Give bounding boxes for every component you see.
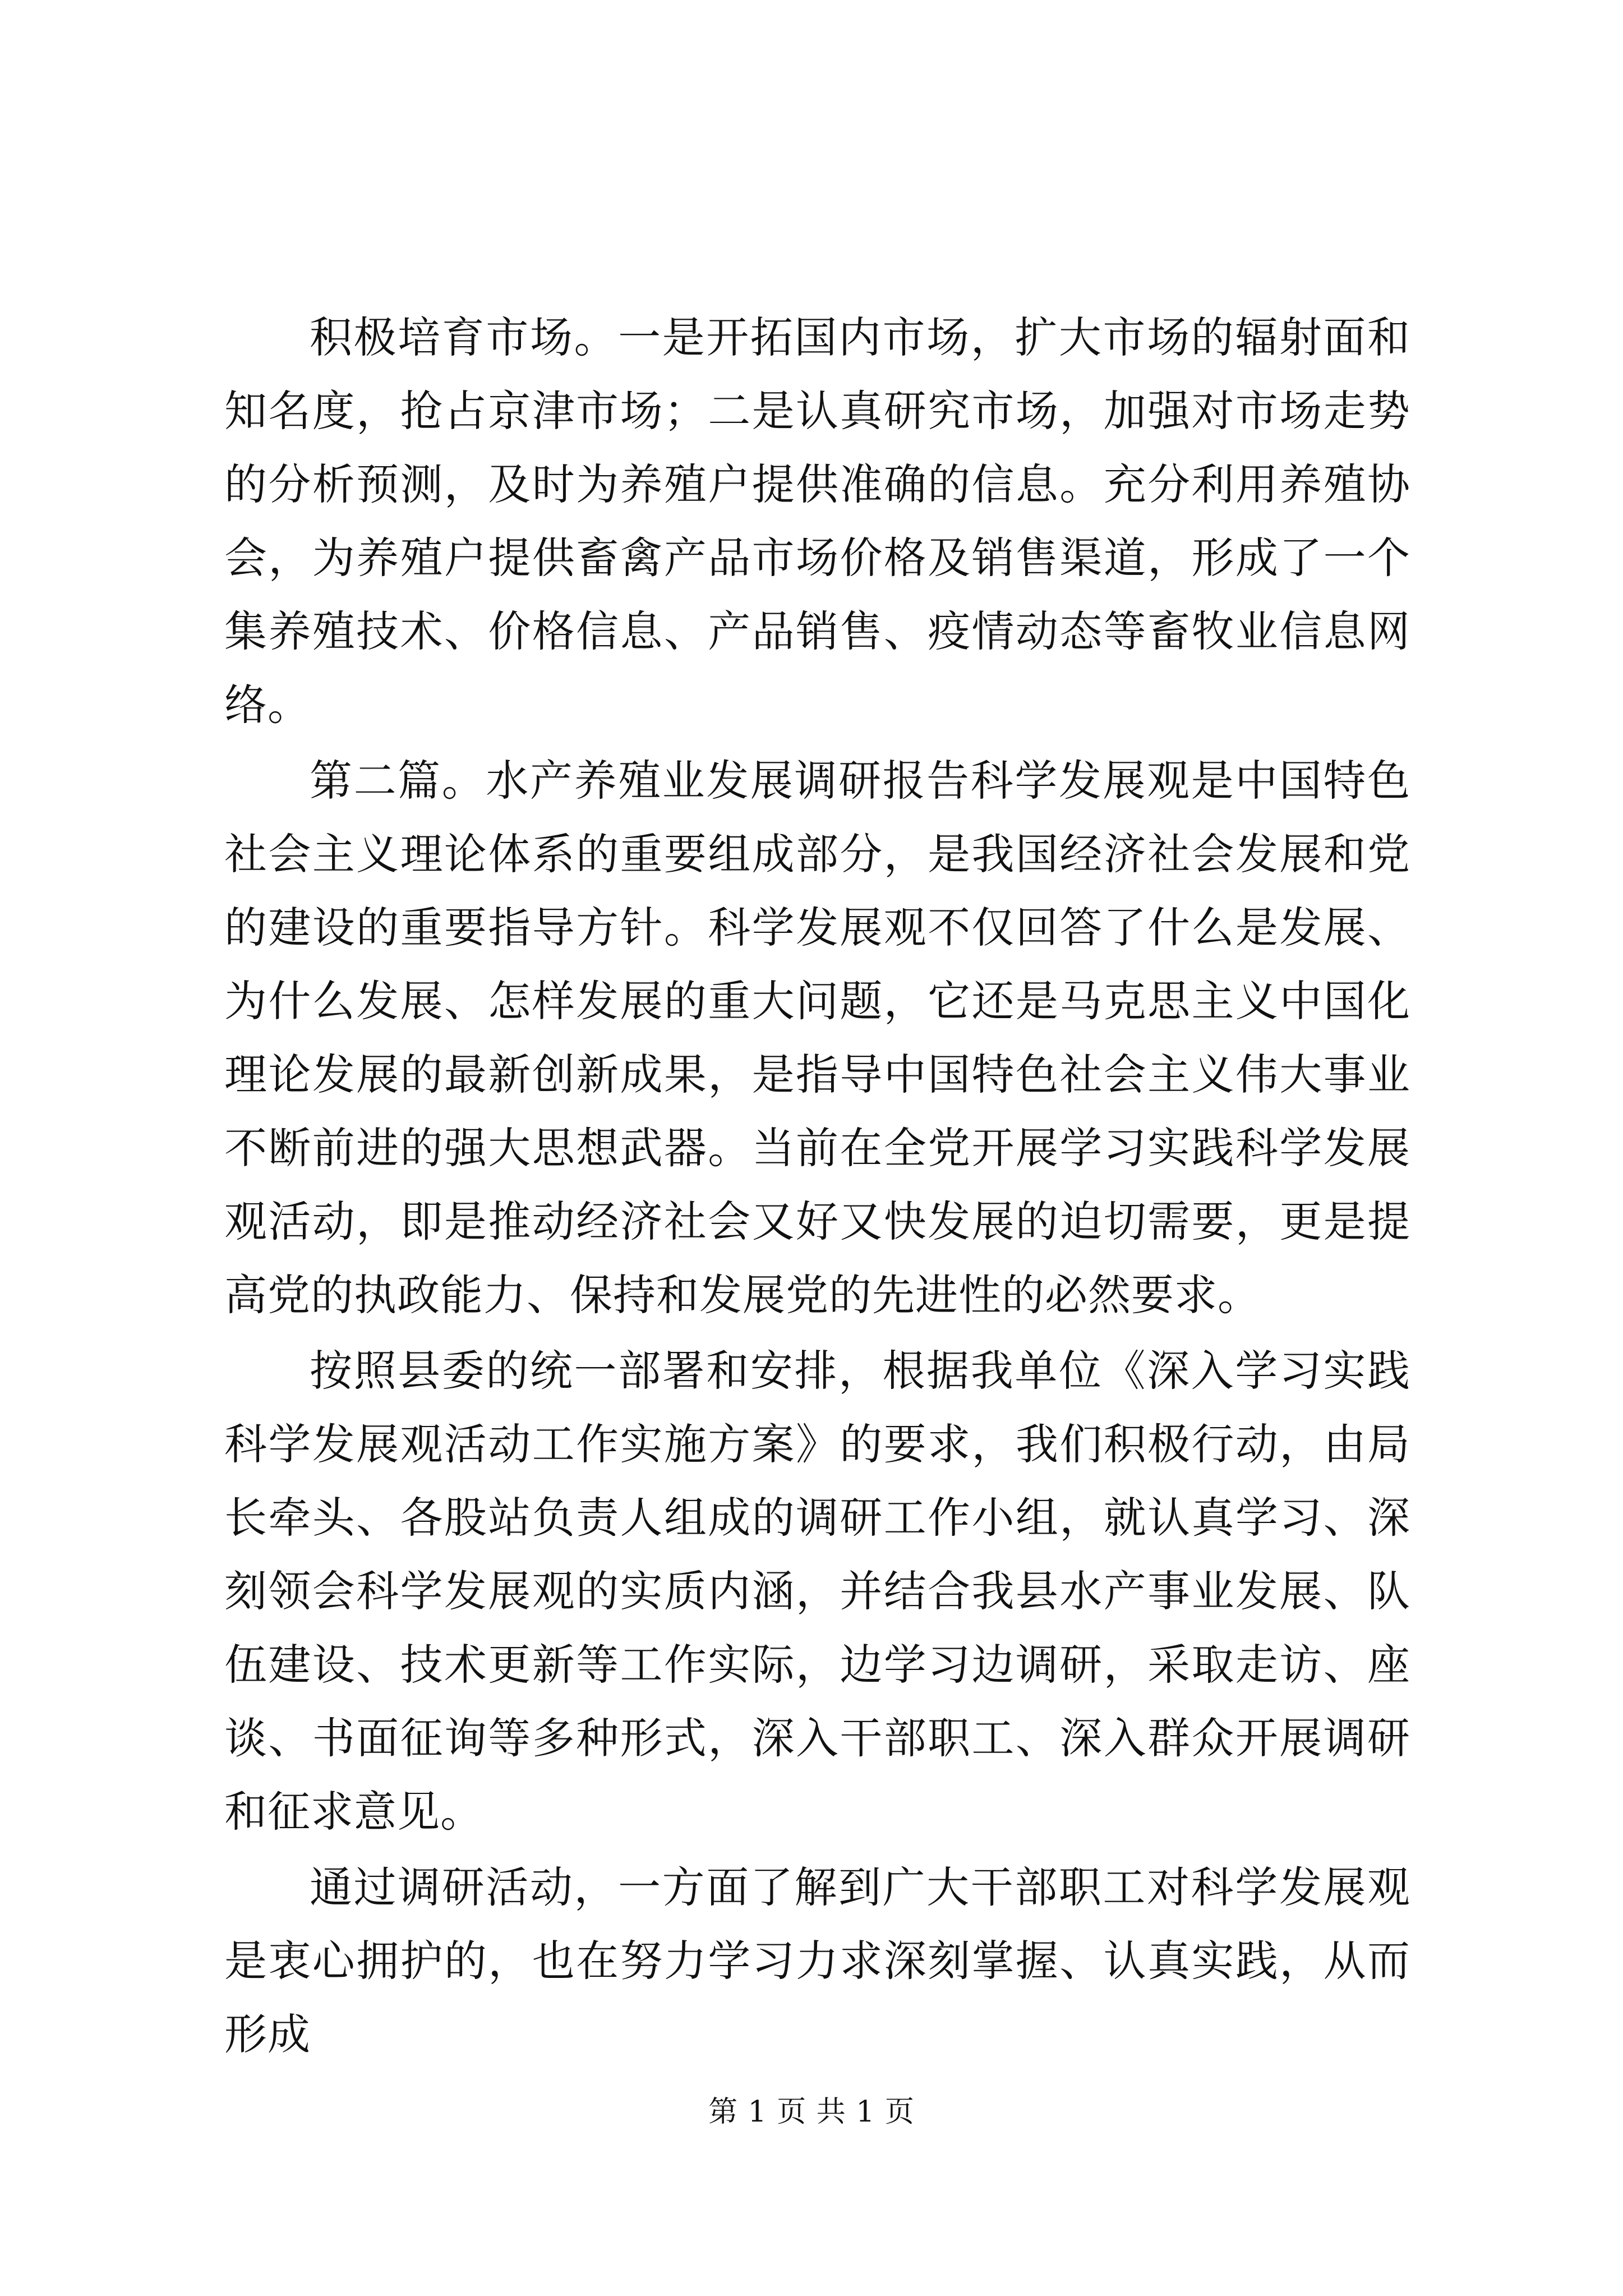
document-body xyxy=(224,301,1410,2071)
paragraph-market: 积极培育市场。一是开拓国内市场，扩大市场的辐射面和知名度，抢占京津市场；二是认真研究市场，加强对市场走势的分析预测，及时为养殖户提供准确的信息。充分利用养殖协会，为养殖户提供畜禽产品市场价格及销售渠道，形成了一个集养殖技术、价格信息、产品销售、疫情动态等畜牧业信息网络。 xyxy=(224,312,1410,730)
paragraph-research-activity: 通过调研活动，一方面了解到广大干部职工对科学发展观是衷心拥护的，也在努力学习力求深刻掌握、认真实践，从而形成 xyxy=(224,1862,1410,2059)
paragraph-second-article: 第二篇。水产养殖业发展调研报告科学发展观是中国特色社会主义理论体系的重要组成部分，是我国经济社会发展和党的建设的重要指导方针。科学发展观不仅回答了什么是发展、为什么发展、怎样发展的重大问题，它还是马克思主义中国化理论发展的最新创新成果，是指导中国特色社会主义伟大事业不断前进的强大思想武器。当前在全党开展学习实践科学发展观活动，即是推动经济社会又好又快发展的迫切需要，更是提高党的执政能力、保持和发展党的先进性的必然要求。 xyxy=(224,756,1410,1320)
paragraph-deployment: 按照县委的统一部署和安排，根据我单位《深入学习实践科学发展观活动工作实施方案》的要求，我们积极行动，由局长牵头、各股站负责人组成的调研工作小组，就认真学习、深刻领会科学发展观的实质内涵，并结合我县水产事业发展、队伍建设、技术更新等工作实际，边学习边调研，采取走访、座谈、书面征询等多种形式，深入干部职工、深入群众开展调研和征求意见。 xyxy=(224,1346,1410,1837)
page-number-footer: 第 1 页 共 1 页 xyxy=(708,2095,915,2129)
